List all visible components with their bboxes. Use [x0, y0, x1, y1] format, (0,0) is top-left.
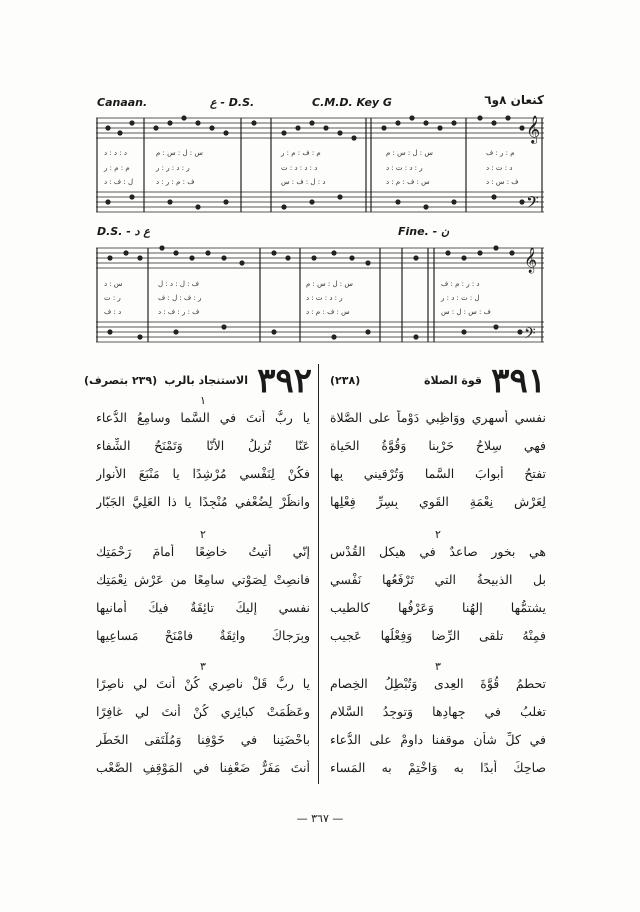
verse-line: تحطمُ قُوَّةَ العِدى وَتُبْطِلُ الخِصام — [330, 676, 546, 691]
svg-text:م : ف : م : ر: م : ف : م : ر — [281, 149, 321, 157]
svg-text:د : ر : م : ف: د : ر : م : ف — [441, 280, 480, 288]
svg-text:ف : ل : د : ل: ف : ل : د : ل — [158, 280, 199, 288]
svg-text:ف : س : ل : س: ف : س : ل : س — [441, 308, 491, 316]
verse-number: ٣ — [200, 660, 206, 673]
ds-label-top: ع - D.S. — [210, 96, 255, 109]
verse-line: عَنّا تُزيلُ الأَنّا وَتَمْنَحُ الشِّفاء — [96, 438, 310, 453]
column-divider — [318, 364, 319, 784]
music-system-1 — [96, 110, 544, 222]
verse-line: باحْضَنِنا في خَوْفِنا وَمُلْتَقى الخَطَر — [96, 732, 310, 747]
hymn-ref-right: (٢٣٨) — [330, 374, 361, 387]
verse-line: يا ربُّ أنتَ في السَّما وسامِعُ الدُّعاء — [96, 410, 310, 425]
svg-text:م : م : ر: م : م : ر — [104, 164, 130, 172]
verse-line: هي بخور صاعدٌ في هيكلِ القُدْس — [330, 544, 546, 559]
verse-line: يا ربُّ قَلْ ناصِري كُنْ أنتَ لي ناصِرًا — [96, 676, 310, 691]
verse-line: نفسي إليكَ تائِقَةٌ فيكَ أمانيها — [96, 600, 310, 615]
verse-number: ٣ — [435, 660, 441, 673]
svg-text:س : ف : م : د: س : ف : م : د — [386, 178, 430, 186]
verse-line: بل الذبيحةُ التي تَرْفَعُها نَفْسي — [330, 572, 546, 587]
svg-text:د : د : د : ت: د : د : د : ت — [281, 164, 318, 172]
svg-text:ر : د : ر : ر: ر : د : ر : ر — [156, 164, 190, 172]
hymn-number-right: ٣٩١ — [491, 361, 546, 401]
svg-text:م : ر : ف: م : ر : ف — [486, 149, 515, 157]
svg-text:س : ل : س : م: س : ل : س : م — [156, 149, 203, 157]
svg-text:ف : ر : ف : د: ف : ر : ف : د — [158, 308, 200, 316]
verse-line: صاحِكَ أبدًا به وَاخْتِمْ به المَساء — [330, 760, 546, 775]
svg-text:𝄞: 𝄞 — [526, 115, 541, 143]
verse-line: تفتحُ أبوابَ السَّما وَتُرْقيني بِها — [330, 466, 546, 481]
svg-text:ف : م : ر : د: ف : م : ر : د — [156, 178, 195, 186]
verse-line: فهي سِلاحُ حَرْبِنا وَقُوَّةُ الحَياة — [330, 438, 546, 453]
verse-line: وبِرَجاكَ واثِقَةٌ فامْنَحْ مَساعِيها — [96, 628, 310, 643]
svg-text:د : ف: د : ف — [104, 308, 122, 316]
verse-line: فكُنْ لِنَفْسي مُرْشِدًا يا مَنْبَعَ الأنوار — [96, 466, 310, 481]
verse-number: ٢ — [200, 528, 206, 541]
hymn-title-right: قوة الصلاة — [423, 374, 482, 387]
svg-text:د : ل : ف : س: د : ل : ف : س — [281, 178, 326, 186]
verse-line: يشتمُّها إلهُنا وَعَرْفُها كالطيب — [330, 600, 546, 615]
verse-line: فمِنْهُ تلقى الرِّضا وَفِعْلُها عَجيب — [330, 628, 546, 643]
svg-text:ر : د : ت : د: ر : د : ت : د — [386, 164, 423, 172]
svg-text:ل : ف : د: ل : ف : د — [104, 178, 134, 186]
svg-text:س : ل : س : م: س : ل : س : م — [386, 149, 433, 157]
svg-text:س : د: س : د — [104, 280, 123, 288]
svg-text:ر : ف : ل : ف: ر : ف : ل : ف — [158, 294, 202, 302]
hymn-left-text — [96, 394, 310, 794]
hymn-number-left: ٣٩٢ — [257, 361, 312, 401]
page-number: — ٣٦٧ — — [296, 812, 344, 825]
svg-text:𝄞: 𝄞 — [524, 248, 538, 273]
verse-line: فانصِتْ لِصَوْتي سامِعًا من عَرْشِ نِعْمَتِك — [96, 572, 310, 587]
ds-label-bottom: D.S. - ع د — [97, 225, 150, 238]
svg-text:ر : د : ت : د: ر : د : ت : د — [306, 294, 343, 302]
music-system-2 — [96, 238, 544, 350]
svg-text:د : د : د: د : د : د — [104, 149, 127, 157]
verse-line: أنتَ مَفَرٌّ ضَعْفِنا في المَوْقِفِ الصَّعْب — [96, 760, 310, 775]
hymn-right-text — [330, 410, 546, 790]
tune-name: Canaan. — [97, 96, 148, 109]
svg-text:ل : ت : د : ر: ل : ت : د : ر — [441, 294, 480, 302]
svg-text:𝄢: 𝄢 — [524, 325, 536, 346]
hymn-title-left: الاستنجاد بالرب — [164, 374, 248, 387]
verse-number: ٢ — [435, 528, 441, 541]
verse-line: إنّي أتيتُ خاضِعًا أمامَ رَحْمَتِك — [96, 544, 310, 559]
svg-text:ر : ت: ر : ت — [104, 294, 121, 302]
svg-text:ف : س : د: ف : س : د — [486, 178, 519, 186]
arabic-tune-name: كنعان ٨و٦ — [484, 93, 544, 107]
verse-line: في كلِّ شأنٍ موقفنا داوِمْ على الدُّعاء — [330, 732, 546, 747]
verse-line: نفسي أسهري ووَاظِبي دَوْماً على الصَّلاة — [330, 410, 546, 425]
verse-line: لِعَرْشِ نِعْمَةِ القَوي بِسِرِّ فِعْلِها — [330, 494, 546, 509]
fine-label: Fine. - ن — [398, 225, 450, 238]
verse-line: وعَظُمَتْ كبائِري كُنْ أنتَ لي غافِرًا — [96, 704, 310, 719]
verse-line: وانظُرْ لِضُعْفي مُنْجِدًا يا ذا العَلِيَّ الجَبّار — [96, 494, 310, 509]
hymn-ref-left: (٢٣٩ بتصرف) — [84, 374, 158, 387]
svg-text:𝄢: 𝄢 — [526, 192, 539, 216]
svg-text:س : ف : م : د: س : ف : م : د — [306, 308, 350, 316]
verse-number: ١ — [200, 394, 206, 407]
meter-key: C.M.D. Key G — [312, 96, 392, 109]
svg-text:س : ل : س : م: س : ل : س : م — [306, 280, 353, 288]
verse-line: تغلبُ في جِهادِها وَتوجِدُ السَّلام — [330, 704, 546, 719]
svg-text:د : ت : د: د : ت : د — [486, 164, 513, 172]
